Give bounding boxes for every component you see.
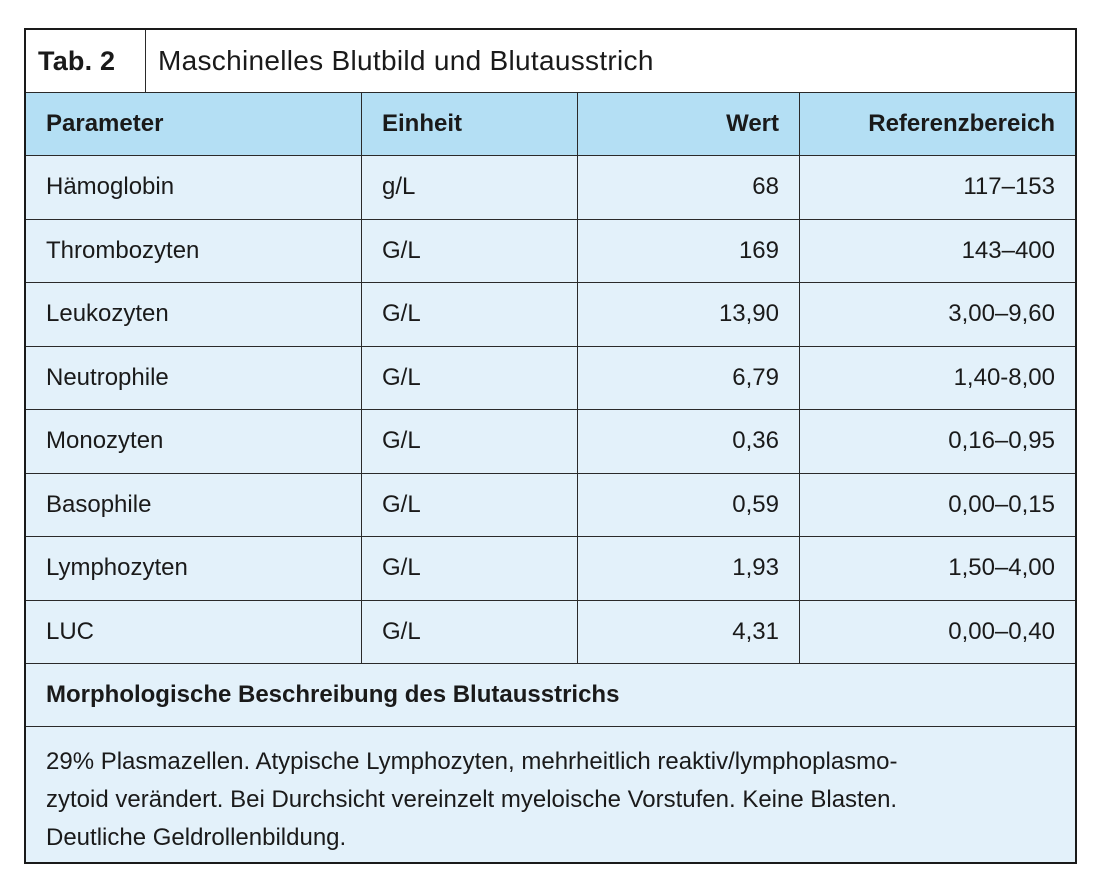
cell-reference: 143–400 <box>961 236 1055 264</box>
morphology-description <box>26 727 1075 857</box>
cell-unit: G/L <box>362 283 578 346</box>
cell-parameter: Basophile <box>26 474 362 537</box>
cell-reference: 3,00–9,60 <box>948 300 1055 328</box>
table-row <box>26 156 1075 220</box>
morphology-line: zytoid verändert. Bei Durchsicht vereinzelt myeloische Vorstufen. Keine Blasten. <box>46 786 898 813</box>
table-row <box>26 537 1075 601</box>
column-header-value: Wert <box>578 93 800 155</box>
cell-parameter: Lymphozyten <box>26 537 362 600</box>
cell-value: 1,93 <box>578 537 800 600</box>
cell-value: 13,90 <box>578 283 800 346</box>
cell-reference: 1,40-8,00 <box>953 363 1055 391</box>
blood-count-table <box>24 28 1077 864</box>
cell-reference: 1,50–4,00 <box>948 554 1055 582</box>
table-row <box>26 347 1075 411</box>
cell-parameter: Thrombozyten <box>26 220 362 283</box>
cell-unit: G/L <box>362 410 578 473</box>
cell-unit: G/L <box>362 537 578 600</box>
table-row <box>26 283 1075 347</box>
column-header-parameter: Parameter <box>26 93 362 155</box>
cell-value: 169 <box>578 220 800 283</box>
cell-parameter: Monozyten <box>26 410 362 473</box>
morphology-heading: Morphologische Beschreibung des Blutausstrichs <box>26 664 1075 727</box>
morphology-line: Deutliche Geldrollenbildung. <box>46 824 347 851</box>
cell-parameter: Hämoglobin <box>26 156 362 219</box>
column-header-reference: Referenzbereich <box>868 110 1055 137</box>
table-row <box>26 410 1075 474</box>
cell-value: 0,59 <box>578 474 800 537</box>
cell-parameter: Leukozyten <box>26 283 362 346</box>
cell-unit: G/L <box>362 474 578 537</box>
cell-value: 4,31 <box>578 601 800 664</box>
cell-unit: G/L <box>362 347 578 410</box>
cell-value: 0,36 <box>578 410 800 473</box>
table-header-row <box>26 93 1075 156</box>
cell-parameter: Neutrophile <box>26 347 362 410</box>
cell-unit: G/L <box>362 220 578 283</box>
table-body <box>26 156 1075 664</box>
cell-reference: 0,16–0,95 <box>948 427 1055 455</box>
cell-value: 68 <box>578 156 800 219</box>
table-row <box>26 601 1075 665</box>
cell-reference: 0,00–0,15 <box>948 490 1055 518</box>
table-row <box>26 474 1075 538</box>
cell-parameter: LUC <box>26 601 362 664</box>
cell-unit: G/L <box>362 601 578 664</box>
table-label: Tab. 2 <box>26 30 146 92</box>
morphology-line: 29% Plasmazellen. Atypische Lymphozyten, mehrheitlich reaktiv/lymphoplasmo- <box>46 748 898 775</box>
table-title-row <box>26 30 1075 93</box>
column-header-unit: Einheit <box>362 93 578 155</box>
cell-reference: 0,00–0,40 <box>948 617 1055 645</box>
cell-value: 6,79 <box>578 347 800 410</box>
table-title: Maschinelles Blutbild und Blutausstrich <box>158 45 654 76</box>
table-row <box>26 220 1075 284</box>
cell-reference: 117–153 <box>963 173 1055 201</box>
cell-unit: g/L <box>362 156 578 219</box>
